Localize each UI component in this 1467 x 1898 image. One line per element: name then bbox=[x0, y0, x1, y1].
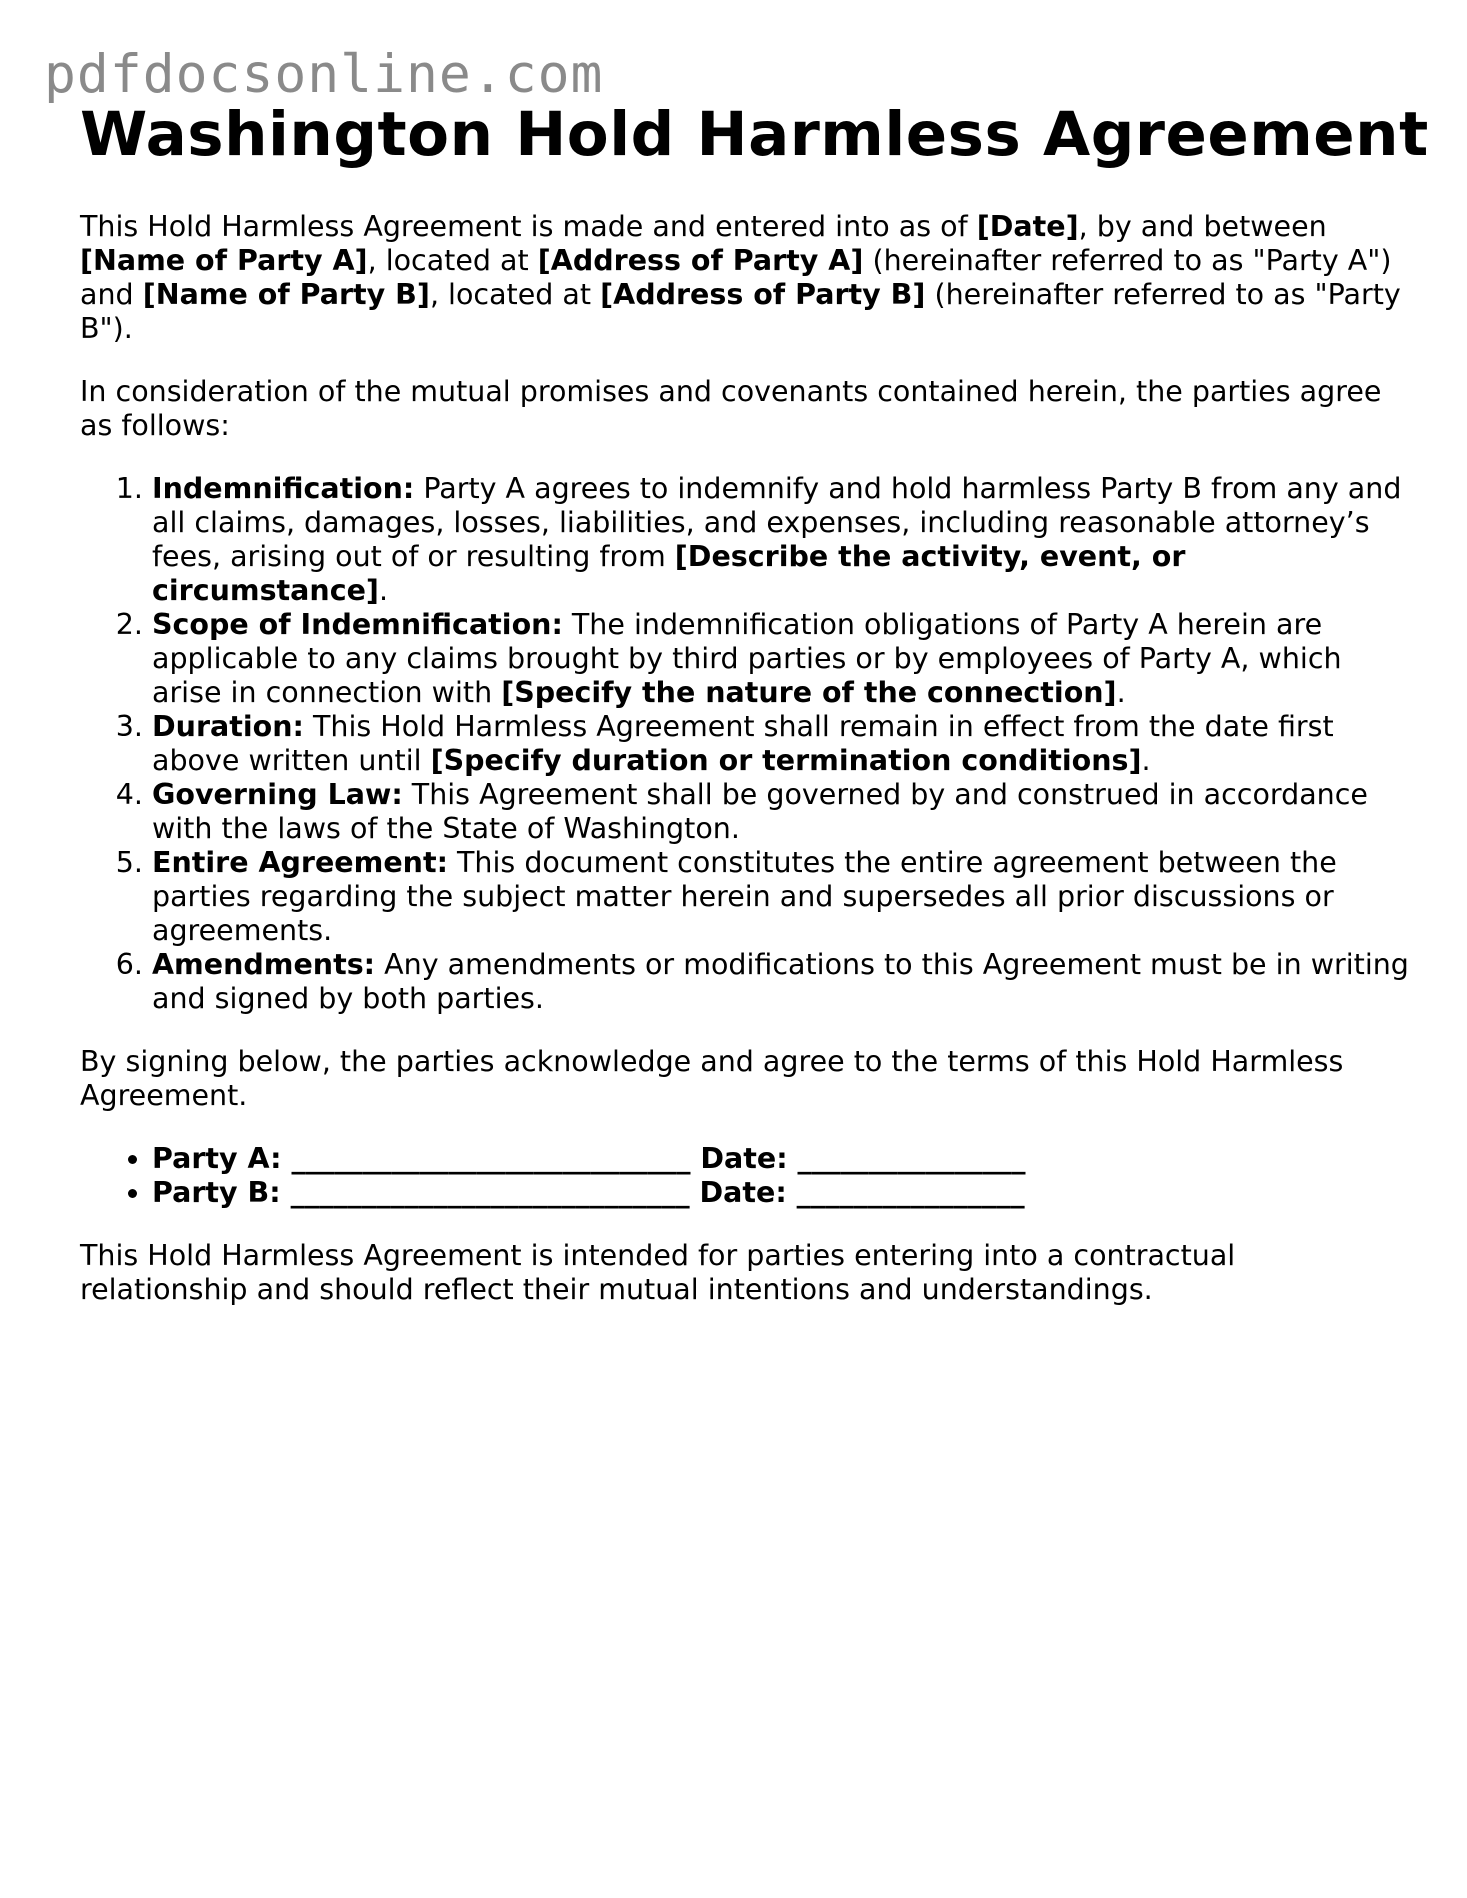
clause-text: Any amendments or modifications to this Agreement must be in writing and signed by both parties. bbox=[152, 948, 1409, 1015]
party-b-address-placeholder: [Address of Party B] bbox=[600, 278, 926, 311]
clause-text: This Agreement shall be governed by and construed in accordance with the laws of the State of Washington. bbox=[152, 778, 1368, 845]
clause-placeholder: [Specify the nature of the connection] bbox=[501, 676, 1117, 709]
intro-text: , by and between bbox=[1078, 210, 1327, 243]
clause-text: Party A agrees to indemnify and hold harmless Party B from any and all claims, damages, losses, liabilities, and expenses, including reasonable attorney’s fees, arising out of or resulting from bbox=[152, 472, 1402, 573]
clause-placeholder: [Specify duration or termination conditions] bbox=[430, 744, 1142, 777]
intro-paragraph bbox=[80, 210, 1410, 346]
clause-heading: Duration: bbox=[152, 710, 304, 743]
clause-end: . bbox=[378, 574, 389, 607]
document-body bbox=[80, 210, 1410, 1336]
signature-label: Party A: ____________________________ Date: ________________ bbox=[152, 1142, 1026, 1175]
consideration-paragraph: In consideration of the mutual promises and covenants contained herein, the parties agree as follows: bbox=[80, 375, 1382, 442]
party-a-name-placeholder: [Name of Party A] bbox=[80, 244, 368, 277]
signature-label: Party B: ____________________________ Date: ________________ bbox=[152, 1176, 1025, 1209]
clause-indemnification bbox=[152, 472, 1410, 608]
footer-paragraph: This Hold Harmless Agreement is intended for parties entering into a contractual relationship and should reflect their mutual intentions and understandings. bbox=[80, 1239, 1236, 1306]
clause-amendments bbox=[152, 948, 1410, 1016]
clause-heading: Governing Law: bbox=[152, 778, 403, 811]
watermark: pdfdocsonline.com bbox=[44, 44, 604, 105]
signature-line-party-b bbox=[152, 1176, 1410, 1210]
clause-governing-law bbox=[152, 778, 1410, 846]
clause-text: The indemnification obligations of Party A herein are applicable to any claims brought by third parties or by employees of Party A, which arise in connection with bbox=[152, 608, 1342, 709]
clause-entire-agreement bbox=[152, 846, 1410, 948]
intro-text: , located at bbox=[367, 244, 538, 277]
intro-text: This Hold Harmless Agreement is made and entered into as of bbox=[80, 210, 977, 243]
intro-text: , located at bbox=[429, 278, 601, 311]
clause-heading: Amendments: bbox=[152, 948, 376, 981]
intro-text: (hereinafter referred to as "Party A") and bbox=[80, 244, 1392, 311]
clause-heading: Indemnification: bbox=[152, 472, 415, 505]
party-b-name-placeholder: [Name of Party B] bbox=[142, 278, 430, 311]
clause-text: This Hold Harmless Agreement shall remain in effect from the date first above written until bbox=[152, 710, 1334, 777]
clause-end: . bbox=[1141, 744, 1151, 777]
clause-text: This document constitutes the entire agreement between the parties regarding the subject matter herein and supersedes all prior discussions or agreements. bbox=[152, 846, 1337, 947]
signature-line-party-a bbox=[152, 1142, 1410, 1176]
clause-scope bbox=[152, 608, 1410, 710]
clause-end: . bbox=[1116, 676, 1126, 709]
page-title: Washington Hold Harmless Agreement bbox=[80, 99, 1429, 170]
clause-placeholder: [Describe the activity, event, or circumstance] bbox=[152, 540, 1186, 607]
party-a-address-placeholder: [Address of Party A] bbox=[537, 244, 864, 277]
intro-text: (hereinafter referred to as "Party B"). bbox=[80, 278, 1401, 345]
clause-heading: Scope of Indemnification: bbox=[152, 608, 563, 641]
clause-list bbox=[80, 472, 1410, 1016]
clause-heading: Entire Agreement: bbox=[152, 846, 448, 879]
date-placeholder: [Date] bbox=[976, 210, 1079, 243]
acknowledge-paragraph: By signing below, the parties acknowledge and agree to the terms of this Hold Harmless Agreement. bbox=[80, 1045, 1344, 1112]
signature-list bbox=[80, 1142, 1410, 1210]
clause-duration bbox=[152, 710, 1410, 778]
